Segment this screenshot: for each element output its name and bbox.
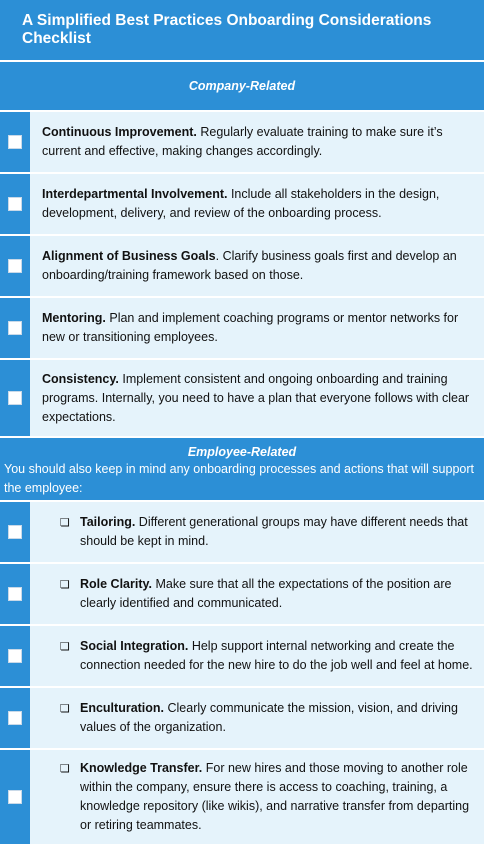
checklist-row-tailoring	[0, 500, 484, 562]
checkbox[interactable]	[8, 259, 22, 273]
checklist-row-interdepartmental	[0, 172, 484, 234]
item-term: Enculturation.	[80, 701, 165, 715]
item-text: . Clarify business goals first and develop an onboarding/training framework based on those.	[42, 249, 457, 282]
item-text: Make sure that all the expectations of the position are clearly identified and communicated.	[80, 577, 452, 610]
item-term: Alignment of Business Goals	[42, 249, 216, 263]
item-text: Different generational groups may have different needs that should be kept in mind.	[80, 515, 468, 548]
item-term: Knowledge Transfer.	[80, 761, 203, 775]
bullet-box-icon: ❏	[60, 762, 70, 775]
item-term: Interdepartmental Involvement.	[42, 187, 228, 201]
employee-section-intro: You should also keep in mind any onboarding processes and actions that will support the employee:	[4, 462, 474, 495]
checklist-row-social-integration	[0, 624, 484, 686]
checkbox[interactable]	[8, 587, 22, 601]
item-term: Continuous Improvement.	[42, 125, 197, 139]
item-term: Tailoring.	[80, 515, 136, 529]
employee-section-header	[0, 436, 484, 500]
item-text: Plan and implement coaching programs or mentor networks for new or transitioning employees.	[42, 311, 459, 344]
checkbox[interactable]	[8, 790, 22, 804]
bullet-box-icon: ❏	[60, 702, 70, 715]
bullet-box-icon: ❏	[60, 578, 70, 591]
checkbox[interactable]	[8, 525, 22, 539]
checklist-row-enculturation	[0, 686, 484, 748]
checklist-row-role-clarity	[0, 562, 484, 624]
checkbox[interactable]	[8, 649, 22, 663]
checkbox[interactable]	[8, 321, 22, 335]
item-term: Social Integration.	[80, 639, 189, 653]
item-text: Implement consistent and ongoing onboarding and training programs. Internally, you need to have a plan that everyone follows with clear expectations.	[42, 371, 470, 424]
checkbox[interactable]	[8, 197, 22, 211]
item-text: Include all stakeholders in the design, development, delivery, and review of the onboarding process.	[42, 187, 440, 220]
checkbox[interactable]	[8, 135, 22, 149]
item-text: Clearly communicate the mission, vision, and driving values of the organization.	[80, 701, 458, 734]
checklist-row-knowledge-transfer	[0, 748, 484, 844]
checklist-row-mentoring	[0, 296, 484, 358]
bullet-box-icon: ❏	[60, 516, 70, 529]
item-text: For new hires and those moving to another role within the company, ensure there is access to coaching, training, a knowledge repository (like wikis), and narrative transfer from departing or retiring teammates.	[80, 761, 470, 832]
company-section-header	[0, 62, 484, 110]
item-term: Role Clarity.	[80, 577, 153, 591]
checklist-row-alignment-goals	[0, 234, 484, 296]
checkbox[interactable]	[8, 711, 22, 725]
company-section-heading: Company-Related	[188, 79, 296, 93]
page-title-text: A Simplified Best Practices Onboarding Considerations Checklist	[22, 12, 432, 47]
checklist-row-consistency	[0, 358, 484, 436]
checklist-row-continuous-improvement	[0, 110, 484, 172]
page-title	[0, 0, 484, 62]
checkbox[interactable]	[8, 391, 22, 405]
employee-section-heading: Employee-Related	[187, 445, 297, 459]
item-term: Mentoring.	[42, 311, 106, 325]
item-text: Help support internal networking and create the connection needed for the new hire to do the job well and feel at home.	[80, 639, 473, 672]
item-text: Regularly evaluate training to make sure it’s current and effective, making changes accordingly.	[42, 125, 443, 158]
item-term: Consistency.	[42, 371, 119, 386]
bullet-box-icon: ❏	[60, 640, 70, 653]
